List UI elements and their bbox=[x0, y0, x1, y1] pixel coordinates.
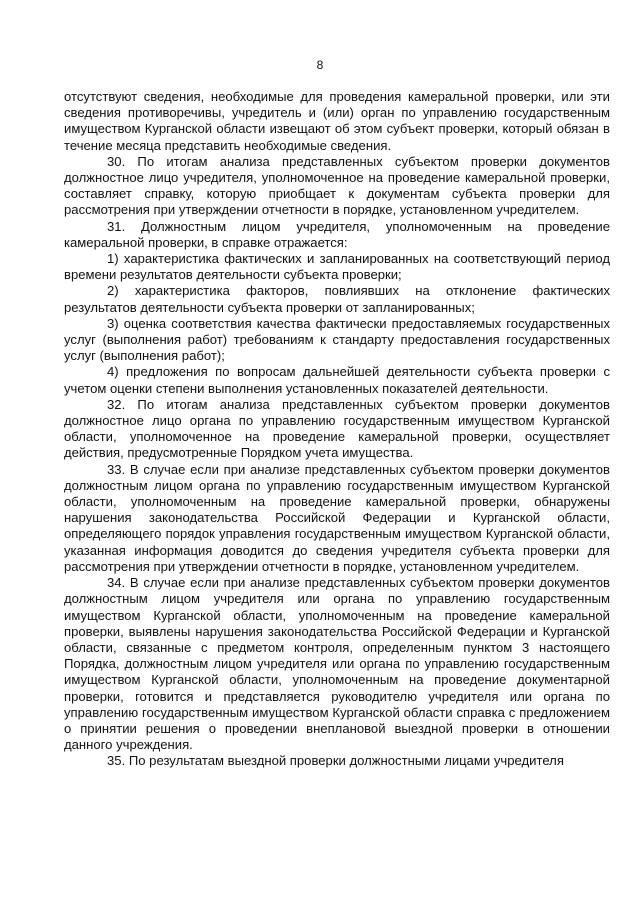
body-text bbox=[64, 89, 610, 770]
paragraph-31: 31. Должностным лицом учредителя, уполномоченным на проведение камеральной проверки, в справке отражается: bbox=[64, 218, 610, 250]
paragraph-31-item-1: 1) характеристика фактических и запланированных на соответствующий период времени результатов деятельности субъекта проверки; bbox=[64, 251, 610, 283]
page-number: 8 bbox=[316, 58, 324, 72]
paragraph-30: 30. По итогам анализа представленных субъектом проверки документов должностное лицо учредителя, уполномоченное на проведение камеральной проверки, составляет справку, которую приобщает к документам субъекта проверки для рассмотрения при утверждении отчетности в порядке, установленном учредителем. bbox=[64, 153, 610, 218]
paragraph-29-continuation: отсутствуют сведения, необходимые для проведения камеральной проверки, или эти сведения противоречивы, учредитель и (или) орган по управлению государственным имуществом Курганской области извещают об этом субъект проверки, который обязан в течение месяца представить необходимые сведения. bbox=[64, 89, 610, 153]
paragraph-32: 32. По итогам анализа представленных субъектом проверки документов должностное лицо органа по управлению государственным имуществом Курганской области, уполномоченное на проведение камеральной проверки, осуществляет действия, предусмотренные Порядком учета имущества. bbox=[64, 396, 610, 461]
paragraph-35: 35. По результатам выездной проверки должностными лицами учредителя bbox=[107, 753, 564, 769]
paragraph-31-item-3: 3) оценка соответствия качества фактически предоставляемых государственных услуг (выполнения работ) требованиям к стандарту предоставления государственных услуг (выполнения работ); bbox=[64, 315, 610, 364]
paragraph-33: 33. В случае если при анализе представленных субъектом проверки документов должностным лицом органа по управлению государственным имуществом Курганской области, уполномоченным на проведение камеральной проверки, обнаружены нарушения законодательства Российской Федерации и Курганской области, определяющего порядок управления государственным имуществом Курганской области, указанная информация доводится до сведения учредителя субъекта проверки для рассмотрения при утверждении отчетности в порядке, установленном учредителем. bbox=[64, 461, 610, 574]
paragraph-34: 34. В случае если при анализе представленных субъектом проверки документов должностным лицом учредителя или органа по управлению государственным имуществом Курганской области, уполномоченным на проведение камеральной проверки, выявлены нарушения законодательства Российской Федерации и Курганской области, связанные с предметом контроля, определенным пунктом 3 настоящего Порядка, должностным лицом учредителя или органа по управлению государственным имуществом Курганской области, уполномоченным на проведение документарной проверки, готовится и представляется руководителю учредителя или органа по управлению государственным имуществом Курганской области справка с предложением о принятии решения о проведении внеплановой выездной проверки в отношении данного учреждения. bbox=[64, 575, 610, 753]
paragraph-31-item-2: 2) характеристика факторов, повлиявших на отклонение фактических результатов деятельности субъекта проверки от запланированных; bbox=[64, 283, 610, 315]
paragraph-31-item-4: 4) предложения по вопросам дальнейшей деятельности субъекта проверки с учетом оценки степени выполнения установленных показателей деятельности. bbox=[64, 364, 610, 396]
